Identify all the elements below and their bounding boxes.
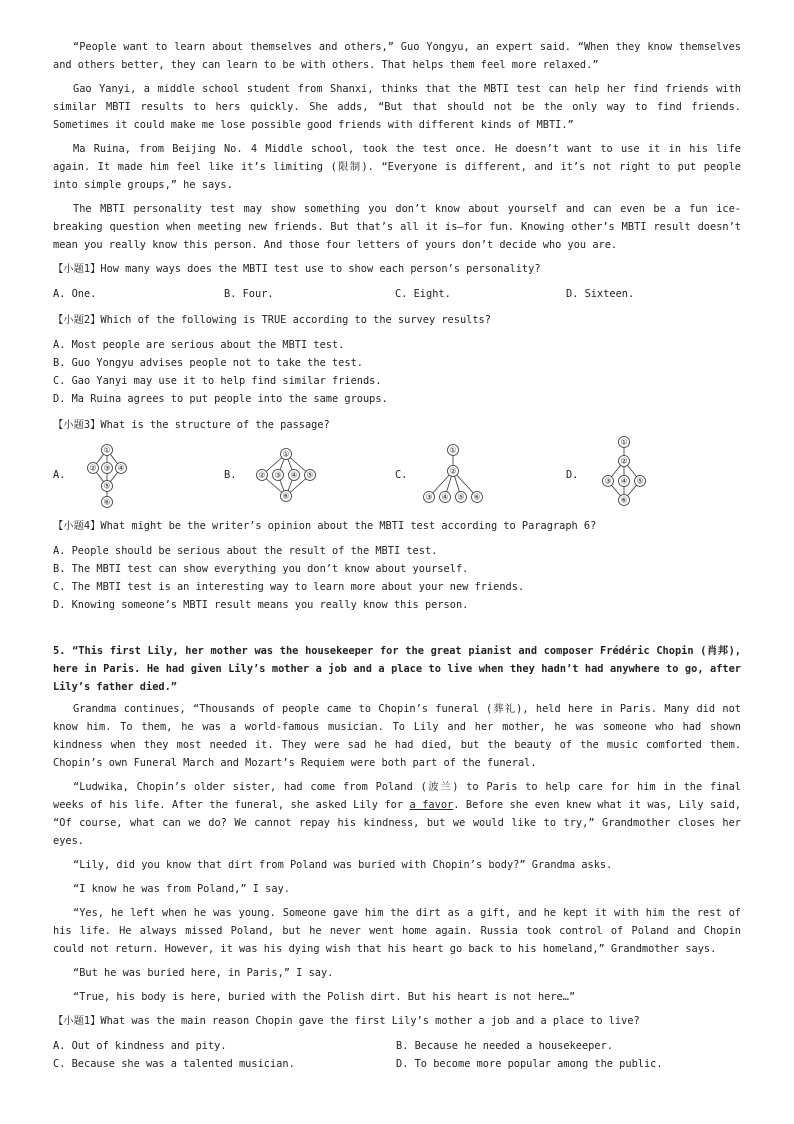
structure-diagrams — [53, 437, 741, 509]
diagram-d-svg — [582, 437, 662, 508]
option-c[interactable]: C. Gao Yanyi may use it to help find similar friends. — [53, 375, 382, 387]
diagram-option-c[interactable] — [395, 441, 566, 509]
document-page — [53, 38, 741, 1073]
option-c[interactable]: C. The MBTI test is an interesting way to learn more about your new friends. — [53, 581, 525, 593]
node-2-label: ② — [258, 470, 266, 480]
paragraph: “I know he was from Poland,” I say. — [73, 883, 290, 895]
question-2: 【小题2】Which of the following is TRUE according to the survey results? — [53, 314, 491, 326]
paragraph: “People want to learn about themselves and others,” Guo Yongyu, an expert said. “When they know themselves and others better, they can learn to be with others. That helps them feel more relaxed.” — [53, 41, 741, 71]
node-5-label: ⑤ — [457, 492, 465, 502]
option-c-label: C. — [395, 469, 408, 481]
node-5-label: ⑤ — [306, 470, 314, 480]
paragraph: “True, his body is here, buried with the Polish dirt. But his heart is not here…” — [73, 991, 576, 1003]
paragraph: Ma Ruina, from Beijing No. 4 Middle school, took the test once. He doesn’t want to use it in his life again. It made him feel like it’s limiting (限制). “Everyone is different, and it’s not right to put people into simple groups,” he says. — [53, 143, 741, 191]
node-1-label: ① — [103, 445, 111, 455]
node-5-label: ⑤ — [103, 481, 111, 491]
node-3-label: ③ — [274, 470, 282, 480]
option-b[interactable]: B. The MBTI test can show everything you don’t know about yourself. — [53, 563, 469, 575]
node-1-label: ① — [282, 449, 290, 459]
option-c[interactable]: C. Eight. — [395, 288, 451, 300]
node-6-label: ⑥ — [103, 497, 111, 507]
node-3-label: ③ — [103, 463, 111, 473]
option-a[interactable]: A. People should be serious about the result of the MBTI test. — [53, 545, 438, 557]
diagram-c-svg — [411, 442, 501, 508]
section-5-intro: 5. “This first Lily, her mother was the housekeeper for the great pianist and composer Frédéric Chopin (肖邦), here in Paris. He had given Lily’s mother a job and a place to live when they hadn’t had anywhere to go, after Lily’s father died.” — [53, 645, 741, 693]
diagram-option-b[interactable] — [224, 441, 395, 509]
option-b[interactable]: B. Guo Yongyu advises people not to take the test. — [53, 357, 363, 369]
paragraph-part: “Ludwika, Chopin’s older sister, had come from Poland (波兰) to Paris to help care for him in the final weeks of his life. After the funeral, she asked Lily for — [53, 781, 741, 811]
question-4: 【小题4】What might be the writer’s opinion about the MBTI test according to Paragraph 6? — [53, 520, 597, 532]
diagram-a-svg — [69, 442, 149, 508]
question-1: 【小题1】How many ways does the MBTI test use to show each person’s personality? — [53, 263, 541, 275]
section-5 — [53, 642, 741, 1073]
diagram-option-d[interactable] — [566, 437, 737, 509]
paragraph: “Lily, did you know that dirt from Poland was buried with Chopin’s body?” Grandma asks. — [73, 859, 613, 871]
node-2-label: ② — [620, 456, 628, 466]
paragraph: The MBTI personality test may show something you don’t know about yourself and can even be a fun ice-breaking question when meeting new friends. But that’s all it is—for fun. Knowing other’s MBTI result doesn’t mean you really know this person. And those four letters of yours don’t decide who you are. — [53, 203, 741, 251]
paragraph: “Yes, he left when he was young. Someone gave him the dirt as a gift, and he kept it with him the rest of his life. He always missed Poland, but he never went home again. Russia took control of Poland and Chopin could not return. However, it was his dying wish that his heart go back to his homeland,” Grandmother says. — [53, 907, 741, 955]
node-3-label: ③ — [425, 492, 433, 502]
option-a[interactable]: A. One. — [53, 288, 97, 300]
node-3-label: ③ — [604, 476, 612, 486]
option-d[interactable]: D. Knowing someone’s MBTI result means you really know this person. — [53, 599, 469, 611]
option-d[interactable]: D. Ma Ruina agrees to put people into the same groups. — [53, 393, 388, 405]
node-1-label: ① — [449, 445, 457, 455]
node-6-label: ⑥ — [473, 492, 481, 502]
node-1-label: ① — [620, 437, 628, 447]
paragraph — [53, 778, 741, 850]
option-a-label: A. — [53, 469, 66, 481]
node-4-label: ④ — [620, 476, 628, 486]
node-5-label: ⑤ — [636, 476, 644, 486]
node-4-label: ④ — [290, 470, 298, 480]
node-4-label: ④ — [441, 492, 449, 502]
option-d-label: D. — [566, 469, 579, 481]
node-4-label: ④ — [117, 463, 125, 473]
option-a[interactable]: A. Most people are serious about the MBTI test. — [53, 339, 345, 351]
diagram-option-a[interactable] — [53, 441, 224, 509]
paragraph-part: . Before she even knew what it was, Lily said, “Of course, what can we do? We cannot repay his kindness, but we would like to try,” Grandmother closes her eyes. — [53, 799, 741, 847]
question-1-options — [53, 285, 741, 303]
section-5-question-1-options — [53, 1037, 741, 1073]
option-d[interactable]: D. To become more popular among the public. — [396, 1058, 663, 1070]
section-5-question-1: 【小题1】What was the main reason Chopin gave the first Lily’s mother a job and a place to live? — [53, 1015, 640, 1027]
option-b-label: B. — [224, 469, 237, 481]
question-4-options — [53, 542, 741, 614]
underlined-phrase: a favor — [409, 799, 454, 811]
option-b[interactable]: B. Four. — [224, 288, 274, 300]
paragraph: Gao Yanyi, a middle school student from Shanxi, thinks that the MBTI test can help her find friends with similar MBTI results to hers quickly. She adds, “But that should not be the only way to find friends. Sometimes it could make me lose possible good friends with different kinds of MBTI.” — [53, 83, 741, 131]
diagram-b-svg — [240, 442, 330, 508]
node-6-label: ⑥ — [282, 491, 290, 501]
option-a[interactable]: A. Out of kindness and pity. — [53, 1040, 227, 1052]
question-3: 【小题3】What is the structure of the passage? — [53, 419, 330, 431]
paragraph: “But he was buried here, in Paris,” I say. — [73, 967, 334, 979]
option-d[interactable]: D. Sixteen. — [566, 288, 635, 300]
node-2-label: ② — [449, 466, 457, 476]
question-2-options — [53, 336, 741, 408]
node-2-label: ② — [89, 463, 97, 473]
node-6-label: ⑥ — [620, 495, 628, 505]
option-c[interactable]: C. Because she was a talented musician. — [53, 1058, 295, 1070]
paragraph: Grandma continues, “Thousands of people came to Chopin’s funeral (葬礼), held here in Paris. Many did not know him. To them, he was a world-famous musician. To Lily and her mother, he was someone who had shown kindness when they most needed it. They were sad he had died, but the beauty of the music comforted them. Chopin’s own Funeral March and Mozart’s Requiem were both part of the funeral. — [53, 703, 741, 769]
option-b[interactable]: B. Because he needed a housekeeper. — [396, 1040, 613, 1052]
